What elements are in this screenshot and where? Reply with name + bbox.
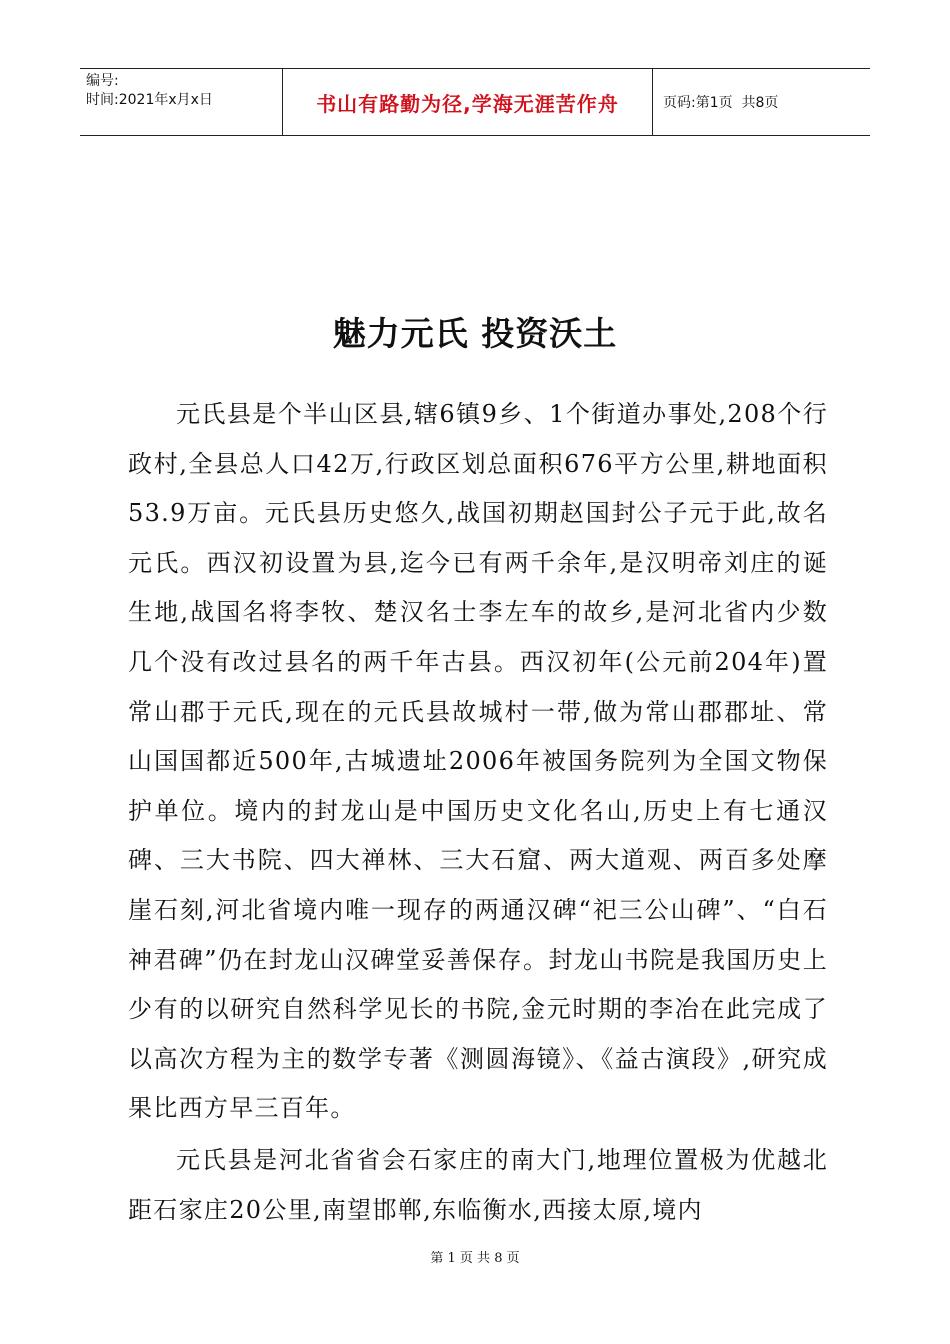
document-time-label: 时间:2021年x月x日 — [86, 92, 213, 108]
header-motto-cell — [283, 69, 653, 135]
document-header — [80, 68, 870, 136]
body-paragraph: 元氏县是个半山区县,辖6镇9乡、1个街道办事处,208个行政村,全县总人口42万,行政区划总面积676平方公里,耕地面积53.9万亩。元氏县历史悠久,战国初期赵国封公子元于此,故名元氏。西汉初设置为县,迄今已有两千余年,是汉明帝刘庄的诞生地,战国名将李牧、楚汉名士李左车的故乡,是河北省内少数几个没有改过县名的两千年古县。西汉初年(公元前204年)置常山郡于元氏,现在的元氏县故城村一带,做为常山郡郡址、常山国国都近500年,古城遗址2006年被国务院列为全国文物保护单位。境内的封龙山是中国历史文化名山,历史上有七通汉碑、三大书院、四大禅林、三大石窟、两大道观、两百多处摩崖石刻,河北省境内唯一现存的两通汉碑“祀三公山碑”、“白石神君碑”仍在封龙山汉碑堂妥善保存。封龙山书院是我国历史上少有的以研究自然科学见长的书院,金元时期的李冶在此完成了以高次方程为主的数学专著《测圆海镜》、《益古演段》,研究成果比西方早三百年。 — [128, 400, 828, 1123]
document-number-label: 编号: — [86, 73, 119, 89]
document-title: 魅力元氏 投资沃土 — [332, 314, 618, 353]
header-page-info: 页码:第1页 共8页 — [663, 95, 779, 111]
body-paragraph: 元氏县是河北省省会石家庄的南大门,地理位置极为优越北距石家庄20公里,南望邯郸,东临衡水,西接太原,境内 — [128, 1146, 828, 1224]
header-info-cell — [80, 69, 283, 135]
header-motto: 书山有路勤为径,学海无涯苦作舟 — [316, 91, 619, 116]
page-footer: 第 1 页 共 8 页 — [430, 1251, 520, 1266]
